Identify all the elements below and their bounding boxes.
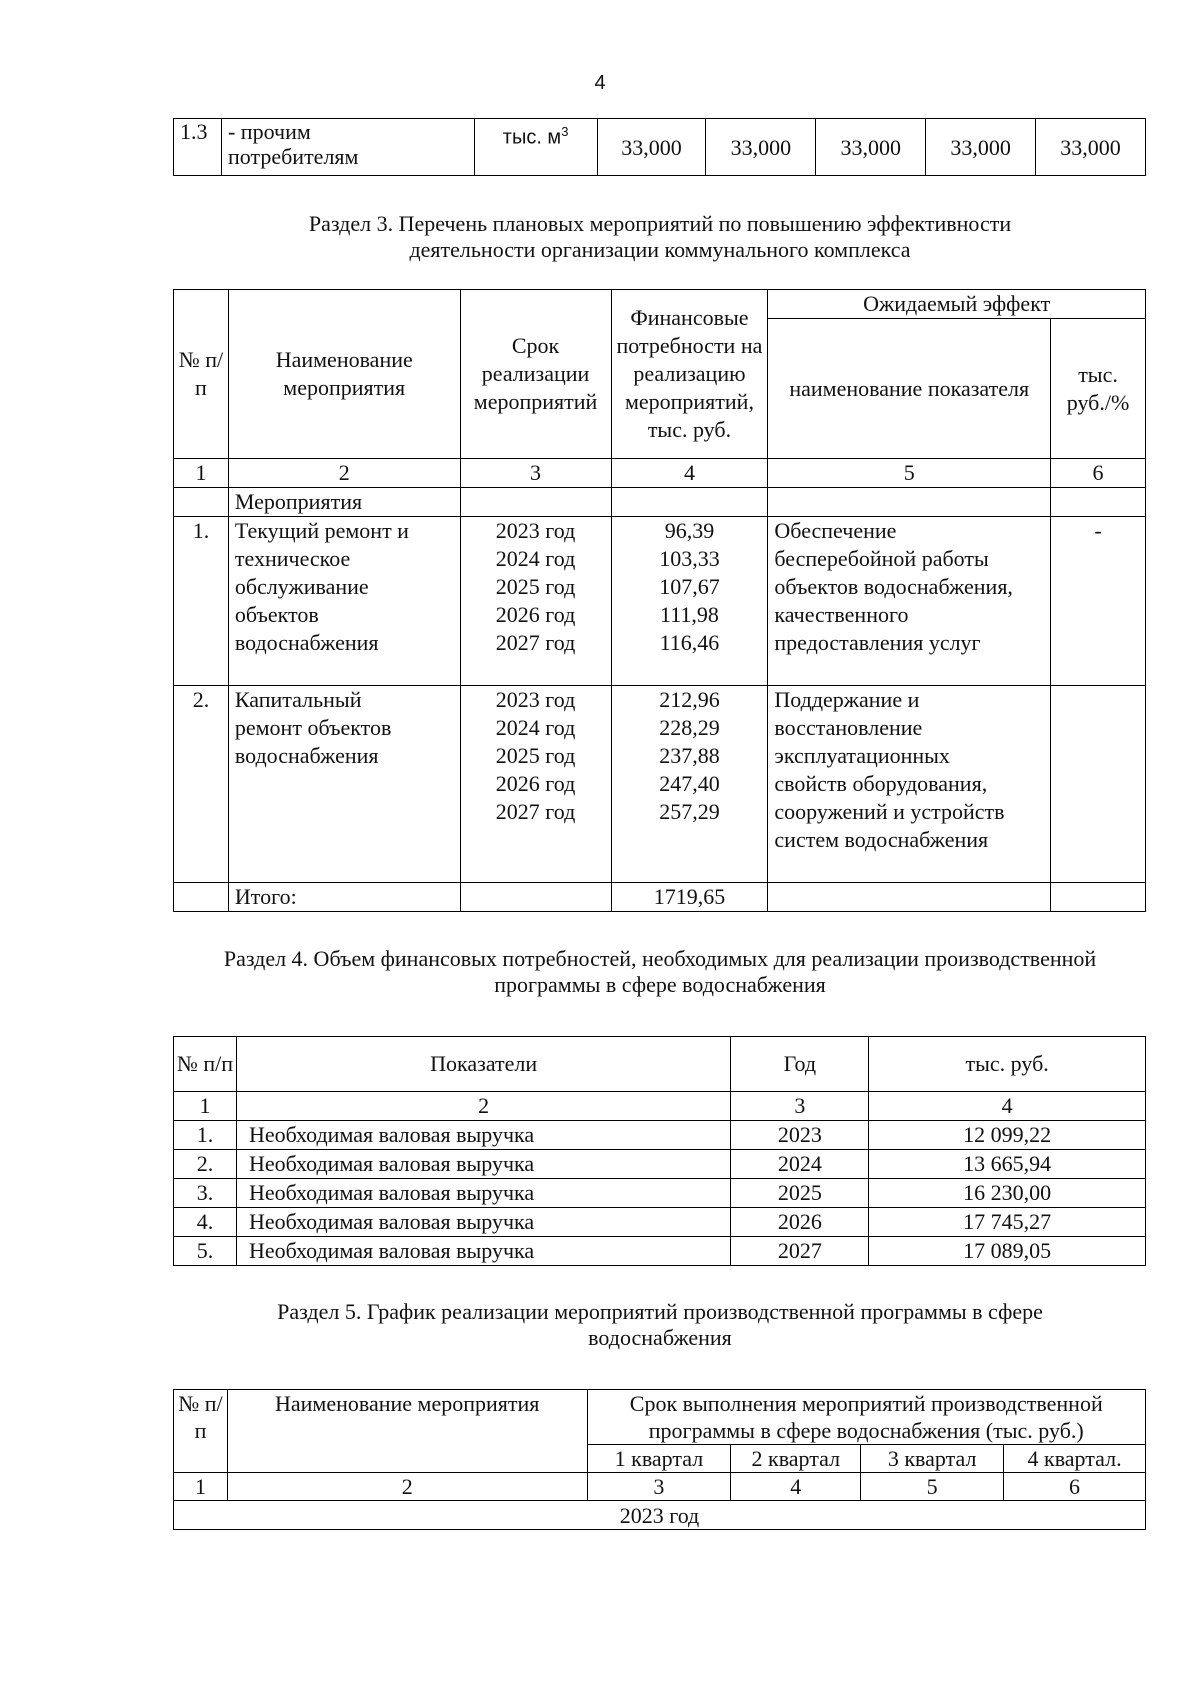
schedule-table (173, 1389, 1146, 1530)
measure-name-line: Капитальный (234, 687, 362, 712)
measure-name-line: техническое (234, 546, 351, 571)
column-number: 3 (587, 1473, 731, 1501)
effect-line: объектов водоснабжения, (774, 574, 1013, 599)
header-term: Срок реализации мероприятий (460, 290, 611, 459)
column-number: 4 (611, 459, 768, 488)
expected-effect (768, 517, 1051, 686)
effect-line: систем водоснабжения (774, 827, 989, 852)
column-number: 2 (227, 1473, 587, 1501)
column-number: 3 (731, 1092, 869, 1121)
effect-line: эксплуатационных (774, 743, 950, 768)
effect-line: Поддержание и (774, 687, 920, 712)
table-row (174, 1150, 1146, 1179)
consumer-name (221, 119, 474, 176)
measure-years (460, 686, 611, 883)
indicator-name: Необходимая валовая выручка (236, 1150, 730, 1179)
year-value: 2025 (731, 1179, 869, 1208)
header-row (174, 290, 1146, 319)
year-value: 2026 год (495, 602, 576, 627)
header-indicator: наименование показателя (768, 319, 1051, 459)
year-value: 2023 год (495, 687, 576, 712)
effect-line: восстановление (774, 715, 923, 740)
value-cell: 33,000 (816, 119, 926, 176)
section4-title (160, 946, 1160, 998)
total-label: Итого: (228, 883, 460, 912)
amount-value: 237,88 (659, 743, 720, 768)
header-amount: тыс. руб. (869, 1037, 1146, 1092)
table-row (174, 1208, 1146, 1237)
indicator-name: Необходимая валовая выручка (236, 1208, 730, 1237)
header-num: № п/п (174, 1390, 228, 1473)
page-number: 4 (594, 72, 606, 94)
quarter-label: 3 квартал (861, 1445, 1004, 1473)
effect-line: бесперебойной работы (774, 546, 989, 571)
section4-title-line2: программы в сфере водоснабжения (494, 972, 826, 997)
row-number: 2. (174, 686, 229, 883)
header-effect: Ожидаемый эффект (768, 290, 1146, 319)
measure-amounts (611, 686, 768, 883)
value-cell: 33,000 (706, 119, 816, 176)
row-number: 1. (174, 517, 229, 686)
table-row (174, 517, 1146, 686)
measure-name-line: водоснабжения (234, 743, 379, 768)
column-number: 4 (869, 1092, 1146, 1121)
header-year: Год (731, 1037, 869, 1092)
section5-title (160, 1299, 1160, 1351)
indicator-name: Необходимая валовая выручка (236, 1179, 730, 1208)
group-row (174, 488, 1146, 517)
year-value: 2024 год (495, 715, 576, 740)
header-row (174, 1390, 1146, 1445)
unit-label: тыс. м (502, 126, 562, 149)
year-value: 2025 год (495, 574, 576, 599)
quarter-label: 2 квартал (731, 1445, 861, 1473)
header-row (174, 1037, 1146, 1092)
row-number: 5. (174, 1237, 237, 1266)
measure-name-line: объектов (234, 602, 319, 627)
section3-title (160, 211, 1160, 263)
year-value: 2026 (731, 1208, 869, 1237)
year-value: 2027 год (495, 799, 576, 824)
effect-line: качественного (774, 602, 909, 627)
row-number: 1.3 (174, 119, 222, 176)
table-row (174, 1237, 1146, 1266)
column-number: 1 (174, 459, 229, 488)
amount-value: 17 089,05 (869, 1237, 1146, 1266)
table-row (174, 1121, 1146, 1150)
header-percent: тыс. руб./% (1051, 319, 1146, 459)
measure-name-line: водоснабжения (234, 630, 379, 655)
year-value: 2023 (731, 1121, 869, 1150)
section3-title-line2: деятельности организации коммунального комплекса (409, 237, 911, 262)
measure-name-line: Текущий ремонт и (234, 518, 409, 543)
unit-cell (474, 119, 597, 176)
row-number: 2. (174, 1150, 237, 1179)
consumption-table-fragment (173, 118, 1146, 176)
amount-value: 12 099,22 (869, 1121, 1146, 1150)
amount-value: 103,33 (659, 546, 720, 571)
table-row (174, 119, 1146, 176)
year-row (174, 1501, 1146, 1530)
table-row (174, 686, 1146, 883)
group-label: Мероприятия (228, 488, 460, 517)
section4-title-line1: Раздел 4. Объем финансовых потребностей, необходимых для реализации производственной (223, 946, 1097, 971)
header-num: № п/п (174, 290, 229, 459)
section5-title-line1: Раздел 5. График реализации мероприятий производственной программы в сфере (277, 1299, 1043, 1324)
measure-name-line: обслуживание (234, 574, 369, 599)
amount-value: 107,67 (659, 574, 720, 599)
amount-value: 247,40 (659, 771, 720, 796)
effect-percent (1051, 686, 1146, 883)
header-num: № п/п (174, 1037, 237, 1092)
column-number: 5 (768, 459, 1051, 488)
amount-value: 17 745,27 (869, 1208, 1146, 1237)
indicator-name: Необходимая валовая выручка (236, 1237, 730, 1266)
amount-value: 116,46 (659, 630, 720, 655)
effect-line: сооружений и устройств (774, 799, 1005, 824)
measure-name (228, 517, 460, 686)
consumer-name-line2: потребителям (227, 144, 359, 169)
value-cell: 33,000 (926, 119, 1036, 176)
year-label: 2023 год (174, 1501, 1146, 1530)
column-number-row (174, 1092, 1146, 1121)
year-value: 2025 год (495, 743, 576, 768)
column-number: 1 (174, 1473, 228, 1501)
column-number: 6 (1051, 459, 1146, 488)
total-row (174, 883, 1146, 912)
column-number: 2 (236, 1092, 730, 1121)
year-value: 2023 год (495, 518, 576, 543)
column-number: 1 (174, 1092, 237, 1121)
quarter-label: 1 квартал (587, 1445, 731, 1473)
measure-years (460, 517, 611, 686)
quarter-label: 4 квартал. (1004, 1445, 1146, 1473)
year-value: 2024 год (495, 546, 576, 571)
amount-value: 13 665,94 (869, 1150, 1146, 1179)
effect-line: Обеспечение (774, 518, 897, 543)
amount-value: 212,96 (659, 687, 720, 712)
measures-table (173, 289, 1146, 912)
header-indicators: Показатели (236, 1037, 730, 1092)
consumer-name-line1: - прочим (227, 119, 311, 144)
column-number: 2 (228, 459, 460, 488)
header-name: Наименование мероприятия (227, 1390, 587, 1473)
amount-value: 16 230,00 (869, 1179, 1146, 1208)
measure-amounts (611, 517, 768, 686)
header-finance: Финансовые потребности на реализацию мероприятий, тыс. руб. (611, 290, 768, 459)
measure-name-line: ремонт объектов (234, 715, 392, 740)
total-value: 1719,65 (611, 883, 768, 912)
effect-line: свойств оборудования, (774, 771, 988, 796)
value-cell: 33,000 (597, 119, 706, 176)
section3-title-line1: Раздел 3. Перечень плановых мероприятий по повышению эффективности (308, 211, 1012, 236)
financial-needs-table (173, 1036, 1146, 1266)
column-number: 5 (861, 1473, 1004, 1501)
row-number: 1. (174, 1121, 237, 1150)
column-number-row (174, 459, 1146, 488)
header-name: Наименование мероприятия (228, 290, 460, 459)
year-value: 2027 (731, 1237, 869, 1266)
column-number: 6 (1004, 1473, 1146, 1501)
row-number: 3. (174, 1179, 237, 1208)
year-value: 2024 (731, 1150, 869, 1179)
amount-value: 228,29 (659, 715, 720, 740)
measure-name (228, 686, 460, 883)
effect-line: предоставления услуг (774, 630, 981, 655)
amount-value: 96,39 (664, 518, 715, 543)
value-cell: 33,000 (1036, 119, 1146, 176)
unit-superscript: 3 (561, 124, 569, 139)
column-number-row (174, 1473, 1146, 1501)
column-number: 3 (460, 459, 611, 488)
expected-effect (768, 686, 1051, 883)
column-number: 4 (731, 1473, 861, 1501)
header-term: Срок выполнения мероприятий производственной программы в сфере водоснабжения (тыс. руб.) (587, 1390, 1146, 1445)
section5-title-line2: водоснабжения (588, 1325, 732, 1350)
year-value: 2026 год (495, 771, 576, 796)
table-row (174, 1179, 1146, 1208)
year-value: 2027 год (495, 630, 576, 655)
indicator-name: Необходимая валовая выручка (236, 1121, 730, 1150)
amount-value: 111,98 (660, 602, 719, 627)
row-number: 4. (174, 1208, 237, 1237)
amount-value: 257,29 (659, 799, 720, 824)
effect-percent: - (1051, 517, 1146, 686)
